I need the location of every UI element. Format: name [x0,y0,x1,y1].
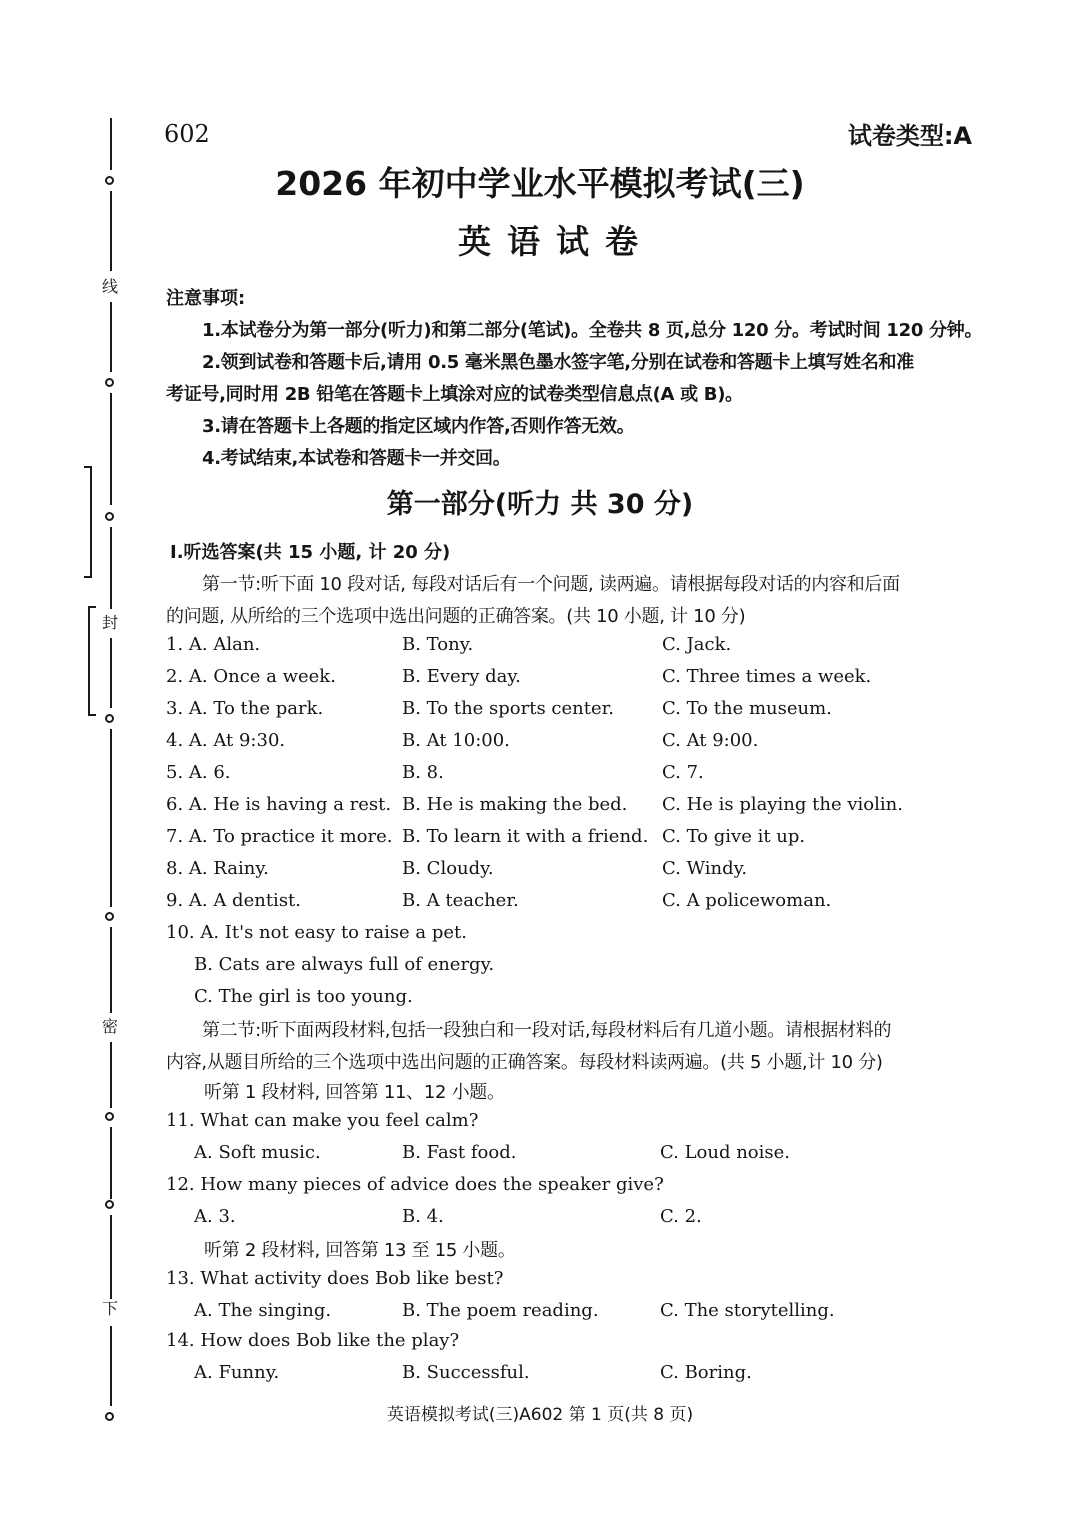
margin-label-xia: 下 [102,1299,119,1318]
q13-option-b: B. The poem reading. [402,1300,599,1321]
question-option-a: 9. A. A dentist. [166,890,302,911]
question-option-c: C. At 9:00. [662,730,759,751]
question-option-b: B. To learn it with a friend. [402,826,649,847]
q14-option-a: A. Funny. [194,1362,280,1383]
margin-label-mi: 密 [102,1017,119,1036]
question-option-a: 4. A. At 9:30. [166,730,286,751]
question-option-c: C. A policewoman. [662,890,832,911]
notes-heading: 注意事项: [166,288,246,309]
paper-type: 试卷类型:A [847,122,972,150]
note-item: 考证号,同时用 2B 铅笔在答题卡上填涂对应的试卷类型信息点(A 或 B)。 [166,384,743,405]
jie2-instruction: 第二节:听下面两段材料,包括一段独白和一段对话,每段材料后有几道小题。请根据材料的 [202,1020,892,1041]
paper-code: 602 [164,120,210,148]
q10-option-c: C. The girl is too young. [194,986,413,1007]
question-option-b: B. Cloudy. [402,858,494,879]
page-footer: 英语模拟考试(三)A602 第 1 页(共 8 页) [386,1405,694,1425]
question-option-c: C. To give it up. [662,826,806,847]
question-option-b: B. Tony. [402,634,474,655]
exam-title: 2026 年初中学业水平模拟考试(三) [275,164,805,203]
question-option-a: 7. A. To practice it more. [166,826,393,847]
question-option-c: C. He is playing the violin. [662,794,903,815]
q11-option-a: A. Soft music. [194,1142,321,1163]
section1-title: I.听选答案(共 15 小题, 计 20 分) [170,542,451,563]
question-option-c: C. To the museum. [662,698,832,719]
note-item: 2.领到试卷和答题卡后,请用 0.5 毫米黑色墨水签字笔,分别在试卷和答题卡上填写姓名和准 [202,352,914,373]
q13-stem: 13. What activity does Bob like best? [166,1268,504,1289]
question-option-b: B. Every day. [402,666,521,687]
q11-option-b: B. Fast food. [402,1142,517,1163]
question-option-b: B. He is making the bed. [402,794,628,815]
material1-intro: 听第 1 段材料, 回答第 11、12 小题。 [204,1082,505,1103]
question-option-c: C. Jack. [662,634,732,655]
q14-stem: 14. How does Bob like the play? [166,1330,460,1351]
question-option-b: B. 8. [402,762,444,783]
jie1-instruction: 的问题, 从所给的三个选项中选出问题的正确答案。(共 10 小题, 计 10 分) [166,606,746,627]
note-item: 4.考试结束,本试卷和答题卡一并交回。 [202,448,511,469]
question-option-b: B. At 10:00. [402,730,510,751]
q11-stem: 11. What can make you feel calm? [166,1110,479,1131]
question-option-c: C. Three times a week. [662,666,872,687]
jie2-instruction: 内容,从题目所给的三个选项中选出问题的正确答案。每段材料读两遍。(共 5 小题,计 10 分) [166,1052,883,1073]
q12-option-b: B. 4. [402,1206,444,1227]
q12-stem: 12. How many pieces of advice does the speaker give? [166,1174,664,1195]
margin-label-feng: 封 [102,613,119,632]
note-item: 3.请在答题卡上各题的指定区域内作答,否则作答无效。 [202,416,635,437]
question-option-a: 2. A. Once a week. [166,666,336,687]
question-option-a: 3. A. To the park. [166,698,324,719]
question-option-a: 5. A. 6. [166,762,231,783]
question-option-a: 6. A. He is having a rest. [166,794,392,815]
part1-title: 第一部分(听力 共 30 分) [386,489,694,520]
question-option-c: C. 7. [662,762,704,783]
q14-option-b: B. Successful. [402,1362,530,1383]
q13-option-c: C. The storytelling. [660,1300,835,1321]
question-option-b: B. To the sports center. [402,698,614,719]
jie1-instruction: 第一节:听下面 10 段对话, 每段对话后有一个问题, 读两遍。请根据每段对话的内容和后面 [202,574,900,595]
q10-option-b: B. Cats are always full of energy. [194,954,495,975]
note-item: 1.本试卷分为第一部分(听力)和第二部分(笔试)。全卷共 8 页,总分 120 分。考试时间 120 分钟。 [202,320,983,341]
margin-label-xian: 线 [102,277,119,296]
q11-option-c: C. Loud noise. [660,1142,790,1163]
q14-option-c: C. Boring. [660,1362,752,1383]
question-option-c: C. Windy. [662,858,748,879]
material2-intro: 听第 2 段材料, 回答第 13 至 15 小题。 [204,1240,516,1261]
question-option-a: 1. A. Alan. [166,634,261,655]
q12-option-c: C. 2. [660,1206,702,1227]
question-option-b: B. A teacher. [402,890,519,911]
question-option-a: 8. A. Rainy. [166,858,269,879]
q12-option-a: A. 3. [194,1206,236,1227]
subject-title: 英语试卷 [458,222,654,261]
q13-option-a: A. The singing. [194,1300,332,1321]
q10-option-a: 10. A. It's not easy to raise a pet. [166,922,468,943]
